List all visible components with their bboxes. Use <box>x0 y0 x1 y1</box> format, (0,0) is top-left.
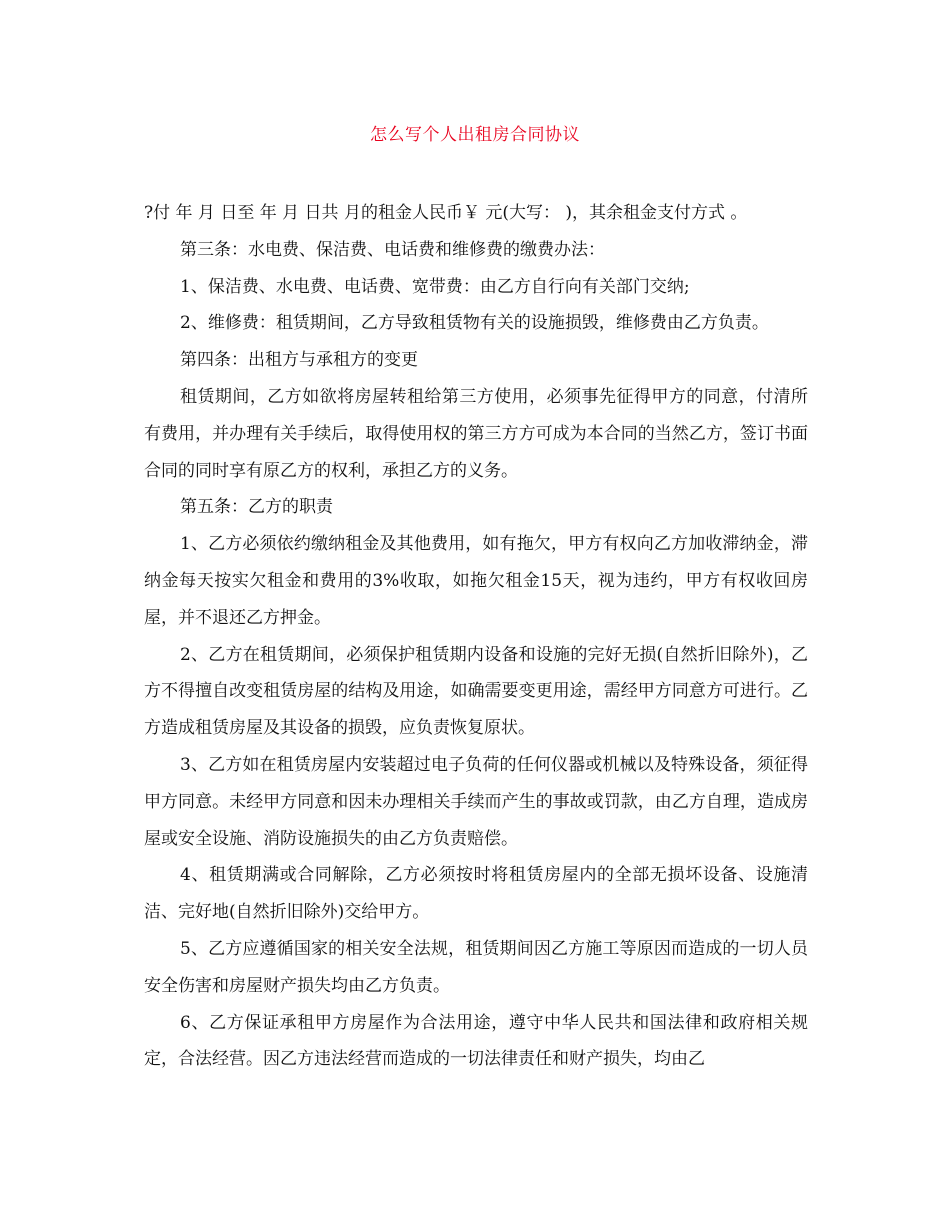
paragraph-article-3-item-2: 2、维修费：租赁期间，乙方导致租赁物有关的设施损毁，维修费由乙方负责。 <box>180 313 769 334</box>
paragraph-article-5-item-6: 6、乙方保证承租甲方房屋作为合法用途，遵守中华人民共和国法律和政府相关规定，合法经营。因乙方违法经营而造成的一切法律责任和财产损失，均由乙 <box>144 1012 808 1070</box>
paragraph-article-3-item-1: 1、保洁费、水电费、电话费、宽带费：由乙方自行向有关部门交纳; <box>180 276 690 297</box>
paragraph-article-5-heading: 第五条：乙方的职责 <box>180 497 333 518</box>
paragraph-article-5-item-5: 5、乙方应遵循国家的相关安全法规，租赁期间因乙方施工等原因而造成的一切人员安全伤害和房屋财产损失均由乙方负责。 <box>144 938 808 996</box>
paragraph-rent-payment: ?付 年 月 日至 年 月 日共 月的租金人民币￥ 元(大写： )，其余租金支付方式 。 <box>144 203 748 223</box>
paragraph-article-4-heading: 第四条：出租方与承租方的变更 <box>180 350 418 371</box>
paragraph-article-5-item-3: 3、乙方如在租赁房屋内安装超过电子负荷的任何仪器或机械以及特殊设备，须征得甲方同意。未经甲方同意和因未办理相关手续而产生的事故或罚款，由乙方自理，造成房屋或安全设施、消防设施损失的由乙方负责赔偿。 <box>144 754 808 849</box>
document-title: 怎么写个人出租房合同协议 <box>370 125 580 145</box>
paragraph-article-4-body: 租赁期间，乙方如欲将房屋转租给第三方使用，必须事先征得甲方的同意，付清所有费用，并办理有关手续后，取得使用权的第三方方可成为本合同的当然乙方，签订书面合同的同时享有原乙方的权利，承担乙方的义务。 <box>144 386 808 481</box>
paragraph-article-5-item-2: 2、乙方在租赁期间，必须保护租赁期内设备和设施的完好无损(自然折旧除外)，乙方不得擅自改变租赁房屋的结构及用途，如确需要变更用途，需经甲方同意方可进行。乙方造成租赁房屋及其设备的损毁，应负责恢复原状。 <box>144 644 808 739</box>
document-body <box>144 195 808 1078</box>
paragraph-article-3-heading: 第三条：水电费、保洁费、电话费和维修费的缴费办法： <box>180 239 605 260</box>
paragraph-article-5-item-1: 1、乙方必须依约缴纳租金及其他费用，如有拖欠，甲方有权向乙方加收滞纳金，滞纳金每天按实欠租金和费用的3%收取，如拖欠租金15天，视为违约，甲方有权收回房屋，并不退还乙方押金。 <box>144 534 808 628</box>
paragraph-article-5-item-4: 4、租赁期满或合同解除，乙方必须按时将租赁房屋内的全部无损坏设备、设施清洁、完好地(自然折旧除外)交给甲方。 <box>144 865 808 923</box>
